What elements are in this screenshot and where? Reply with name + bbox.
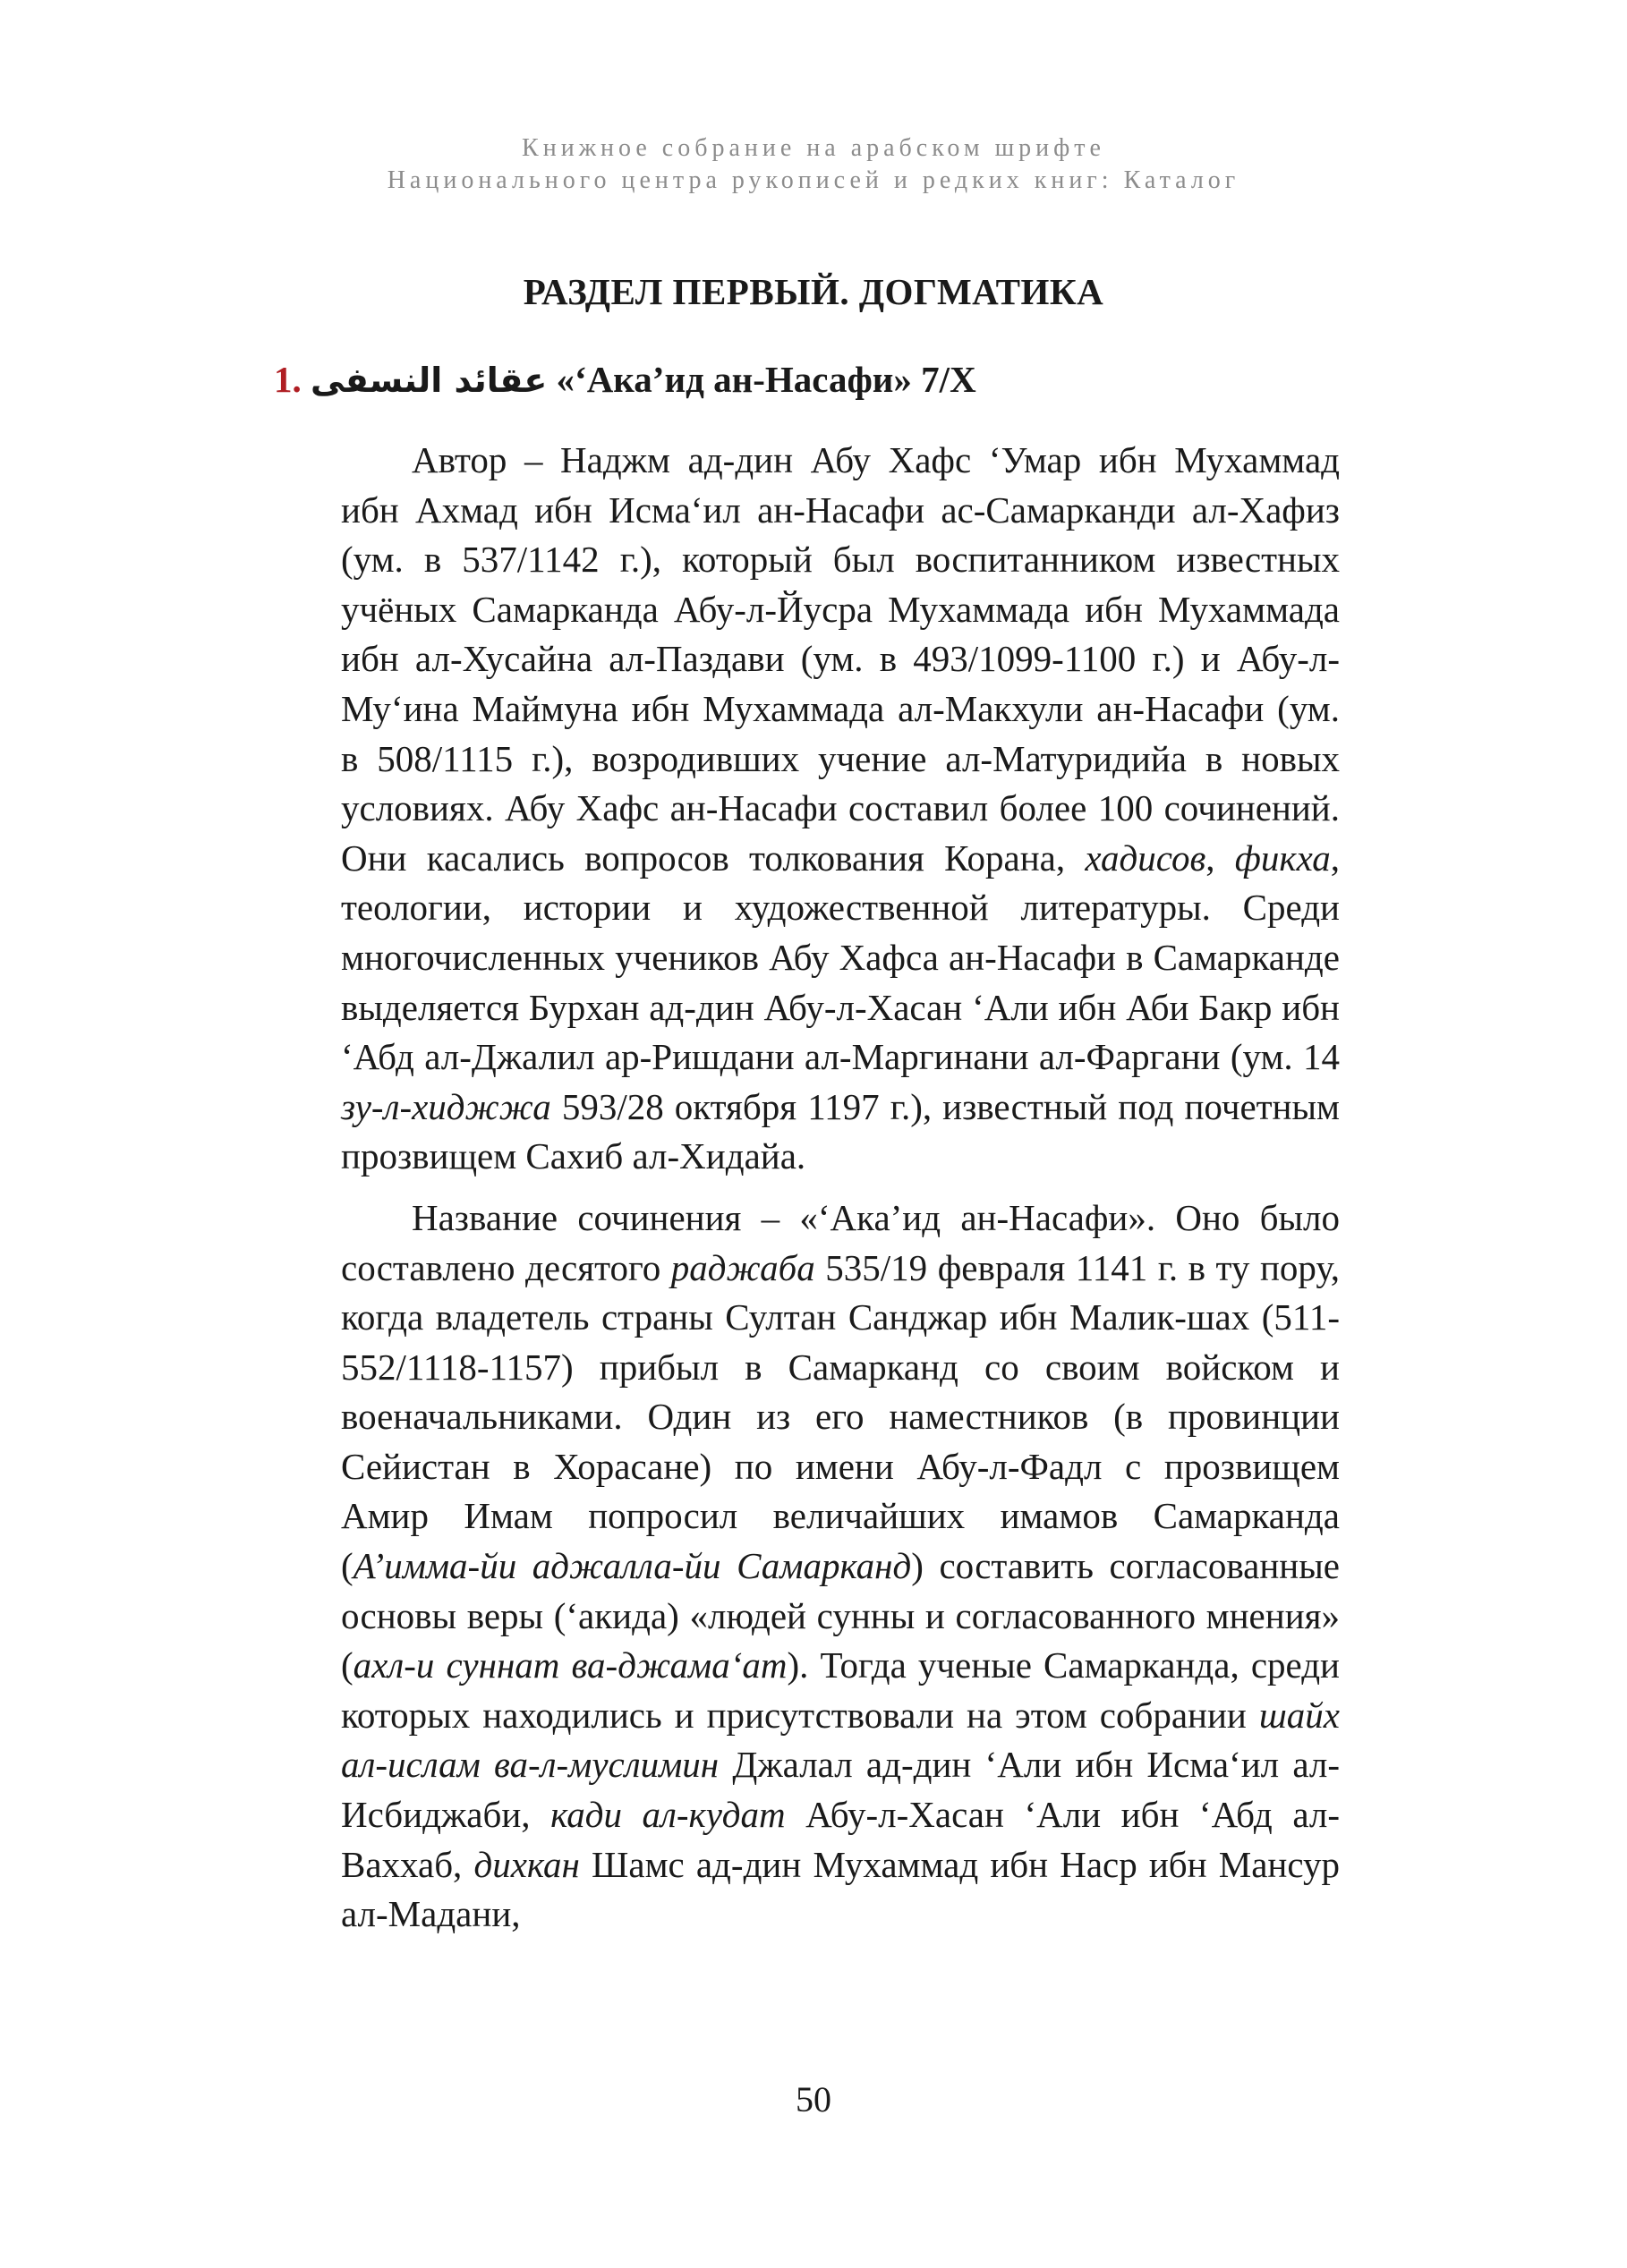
text-run: Название сочинения – «‘Ака’ид ан-Насафи». Оно было составлено десятого (341, 1196, 1340, 1288)
running-header-line-1: Книжное собрание на арабском шрифте (522, 134, 1105, 162)
italic-term: кади ал-кудат (550, 1794, 786, 1836)
paragraph-title-origin (341, 1193, 1340, 1940)
italic-term: шайх ал-ислам ва-л-муслимин (341, 1694, 1340, 1786)
italic-term: ахл-и суннат ва-джама‘ат (353, 1644, 788, 1686)
text-run: 593/28 октября 1197 г.), известный под почетным прозвищем Сахиб ал-Хидайа. (341, 1085, 1340, 1177)
italic-term: фикха (1234, 837, 1331, 879)
italic-term: дихкан (473, 1843, 580, 1885)
italic-term: раджаба (670, 1246, 815, 1288)
entry-title: «‘Ака’ид ан-Насафи» 7/X (556, 359, 976, 400)
italic-term: зу-л-хиджжа (341, 1085, 551, 1127)
section-title: РАЗДЕЛ ПЕРВЫЙ. ДОГМАТИКА (523, 271, 1104, 312)
text-run: 535/19 февраля 1141 г. в ту пору, когда владетель страны Султан Санджар ибн Малик-шах (511-552/1118-1157) прибыл в Самарканд со своим войском и военачальниками. Один из его наместников (в провинции Сейистан в Хорасане) по имени Абу-л-Фадл с прозвищем Амир Имам попросил величайших имамов Самарканда ( (341, 1246, 1340, 1587)
text-run: Джалал ад-дин ‘Али ибн Исма‘ил ал-Исбиджаби, (341, 1744, 1341, 1836)
entry-number: 1. (274, 359, 302, 400)
entry-arabic-title: عقائد النسفى (311, 361, 548, 400)
running-header-line-2: Национального центра рукописей и редких книг: Каталог (387, 166, 1240, 194)
text-run: Автор – Наджм ад-дин Абу Хафс ‘Умар ибн Мухаммад ибн Ахмад ибн Исма‘ил ан-Насафи ас-Самарканди ал-Хафиз (ум. в 537/1142 г.), который был воспитанником известных учёных Самарканда Абу-л-Йусра Мухаммада ибн Мухаммада ибн ал-Хусайна ал-Паздави (ум. в 493/1099-1100 г.) и Абу-л-Му‘ина Маймуна ибн Мухаммада ал-Макхули ан-Насафи (ум. в 508/1115 г.), возродивших учение ал-Матуридийа в новых условиях. Абу Хафс ан-Насафи составил более 100 сочинений. Они касались вопросов толкования Корана, (341, 439, 1340, 879)
body-text (341, 436, 1340, 1940)
text-run: ). Тогда ученые Самарканда, среди которых находились и присутствовали на этом собрании (341, 1644, 1340, 1736)
italic-term: А’имма-йи аджалла-йи Самарканд (353, 1545, 912, 1587)
running-header (0, 132, 1627, 197)
text-run: , (1205, 837, 1235, 879)
paragraph-author (341, 436, 1340, 1182)
italic-term: хадисов (1085, 837, 1206, 879)
entry-heading (274, 358, 976, 401)
text-run: Абу-л-Хасан ‘Али ибн ‘Абд ал-Ваххаб, (341, 1794, 1340, 1885)
text-run: ) составить согласованные основы веры (‘акида) «людей сунны и согласованного мнения» ( (341, 1545, 1340, 1686)
text-run: , теологии, истории и художественной литературы. Среди многочисленных учеников Абу Хафса ан-Насафи в Самарканде выделяется Бурхан ад-дин Абу-л-Хасан ‘Али ибн Аби Бакр ибн ‘Абд ал-Джалил ар-Ришдани ал-Маргинани ал-Фаргани (ум. 14 (341, 837, 1340, 1078)
text-run: Шамс ад-дин Мухаммад ибн Наср ибн Мансур ал-Мадани, (341, 1843, 1340, 1935)
page-number: 50 (796, 2079, 831, 2119)
